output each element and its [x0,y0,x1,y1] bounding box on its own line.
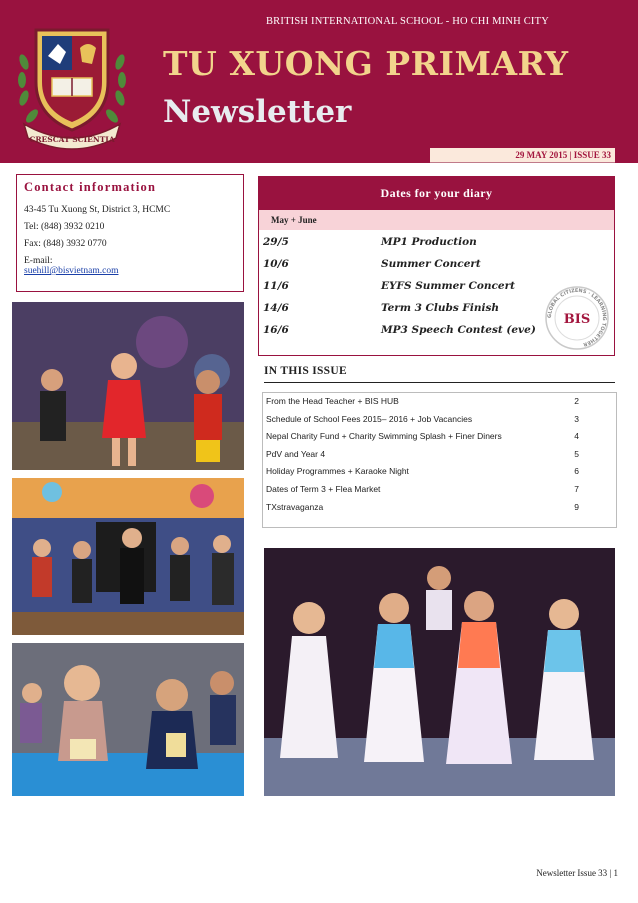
toc-title: Dates of Term 3 + Flea Market [266,483,381,494]
contact-tel: Tel: (848) 3932 0210 [24,222,105,232]
issue-date-bar: 29 MAY 2015 | ISSUE 33 [430,148,615,163]
diary-event: Term 3 Clubs Finish [381,302,500,314]
badge-ring-text: GLOBAL CITIZENS · LEARNING TOGETHER [546,287,608,348]
toc-page: 6 [574,466,579,477]
contact-information-box [16,174,244,292]
bis-global-citizens-badge [544,285,610,351]
toc-title: Holiday Programmes + Karaoke Night [266,466,409,477]
toc-row[interactable] [263,393,616,411]
diary-event: EYFS Summer Concert [381,280,515,292]
page-footer: Newsletter Issue 33 | 1 [536,868,618,878]
diary-row [259,252,614,274]
toc-page: 7 [574,483,579,494]
photo-girls-dancing-concert [264,548,615,796]
toc-page: 9 [574,501,579,512]
toc-row[interactable] [263,428,616,446]
toc-title: PdV and Year 4 [266,448,326,459]
toc-title: Nepal Charity Fund + Charity Swimming Splash + Finer Diners [266,431,502,442]
contact-email-label: E-mail: [24,256,53,266]
toc-row[interactable] [263,463,616,481]
diary-row [259,230,614,252]
photo-children-performing-stage [12,302,244,470]
school-name: BRITISH INTERNATIONAL SCHOOL - HO CHI MINH CITY [265,16,550,27]
toc-title: Schedule of School Fees 2015– 2016 + Job Vacancies [266,413,473,424]
diary-event: Summer Concert [381,258,481,270]
diary-heading: Dates for your diary [259,177,614,210]
toc-row[interactable] [263,411,616,429]
crest-motto: CRESCAT SCIENTIA [29,135,115,144]
diary-date: 14/6 [263,302,289,314]
toc-title: From the Head Teacher + BIS HUB [266,396,399,406]
badge-bis-text: BIS [563,312,591,327]
diary-subheading: May + June [259,210,614,230]
toc-page: 3 [574,413,579,424]
table-of-contents [262,392,617,528]
newsletter-title: TU XUONG PRIMARY [163,44,569,83]
toc-page: 4 [574,431,579,442]
diary-event: MP3 Speech Contest (eve) [381,324,536,336]
contact-fax: Fax: (848) 3932 0770 [24,239,107,249]
toc-title: TXstravaganza [266,501,324,512]
header-banner [0,0,638,163]
diary-date: 10/6 [263,258,289,270]
toc-row[interactable] [263,481,616,499]
school-crest-logo [14,12,130,150]
in-this-issue-heading: IN THIS ISSUE [264,365,615,383]
toc-row[interactable] [263,446,616,464]
diary-date: 11/6 [263,280,289,292]
contact-heading: Contact information [24,180,157,194]
contact-address: 43-45 Tu Xuong St, District 3, HCMC [24,205,171,215]
newsletter-subtitle: Newsletter [163,94,352,130]
photo-pirates-performance [12,478,244,635]
dates-diary-box [258,176,615,356]
toc-page: 2 [574,396,579,406]
diary-date: 29/5 [263,236,289,248]
toc-page: 5 [574,448,579,459]
toc-row[interactable] [263,499,616,517]
photo-children-eating-popcorn [12,643,244,796]
diary-date: 16/6 [263,324,289,336]
contact-email-link[interactable]: suehill@bisvietnam.com [24,266,119,276]
diary-event: MP1 Production [381,236,477,248]
